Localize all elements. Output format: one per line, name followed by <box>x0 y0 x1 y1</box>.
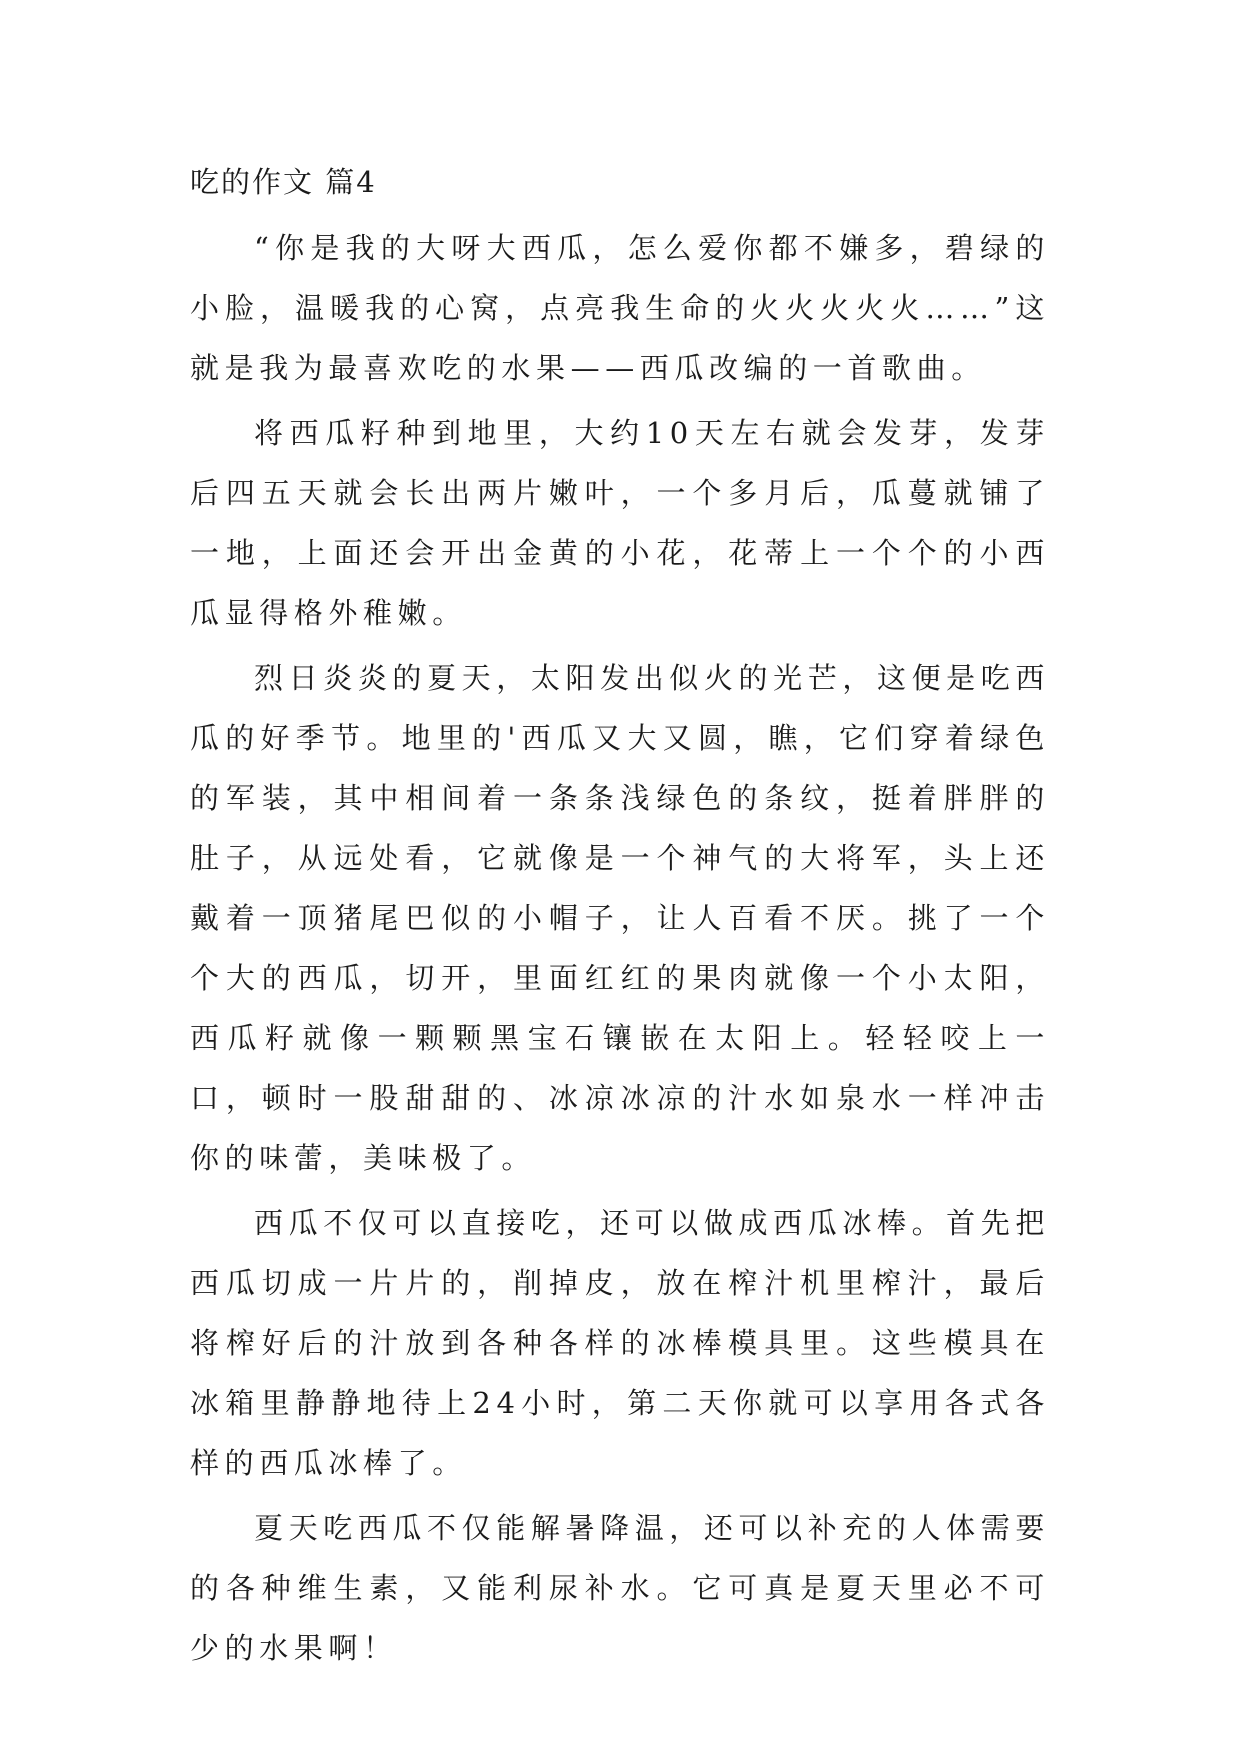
document-page <box>190 160 1050 1678</box>
paragraph-1: “你是我的大呀大西瓜，怎么爱你都不嫌多，碧绿的小脸，温暖我的心窝，点亮我生命的火火火火火……”这就是我为最喜欢吃的水果——西瓜改编的一首歌曲。 <box>190 231 1050 385</box>
paragraph-4: 西瓜不仅可以直接吃，还可以做成西瓜冰棒。首先把西瓜切成一片片的，削掉皮，放在榨汁机里榨汁，最后将榨好后的汁放到各种各样的冰棒模具里。这些模具在冰箱里静静地待上24小时，第二天你就可以享用各式各样的西瓜冰棒了。 <box>190 1206 1050 1480</box>
paragraph-3: 烈日炎炎的夏天，太阳发出似火的光芒，这便是吃西瓜的好季节。地里的'西瓜又大又圆，瞧，它们穿着绿色的军装，其中相间着一条条浅绿色的条纹，挺着胖胖的肚子，从远处看，它就像是一个神气的大将军，头上还戴着一顶猪尾巴似的小帽子，让人百看不厌。挑了一个个大的西瓜，切开，里面红红的果肉就像一个小太阳，西瓜籽就像一颗颗黑宝石镶嵌在太阳上。轻轻咬上一口，顿时一股甜甜的、冰凉冰凉的汁水如泉水一样冲击你的味蕾，美味极了。 <box>190 661 1050 1175</box>
paragraph-5: 夏天吃西瓜不仅能解暑降温，还可以补充的人体需要的各种维生素，又能利尿补水。它可真是夏天里必不可少的水果啊！ <box>190 1511 1050 1665</box>
paragraph-2: 将西瓜籽种到地里，大约10天左右就会发芽，发芽后四五天就会长出两片嫩叶，一个多月后，瓜蔓就铺了一地，上面还会开出金黄的小花，花蒂上一个个的小西瓜显得格外稚嫩。 <box>190 416 1050 630</box>
document-title: 吃的作文 篇4 <box>190 165 377 199</box>
